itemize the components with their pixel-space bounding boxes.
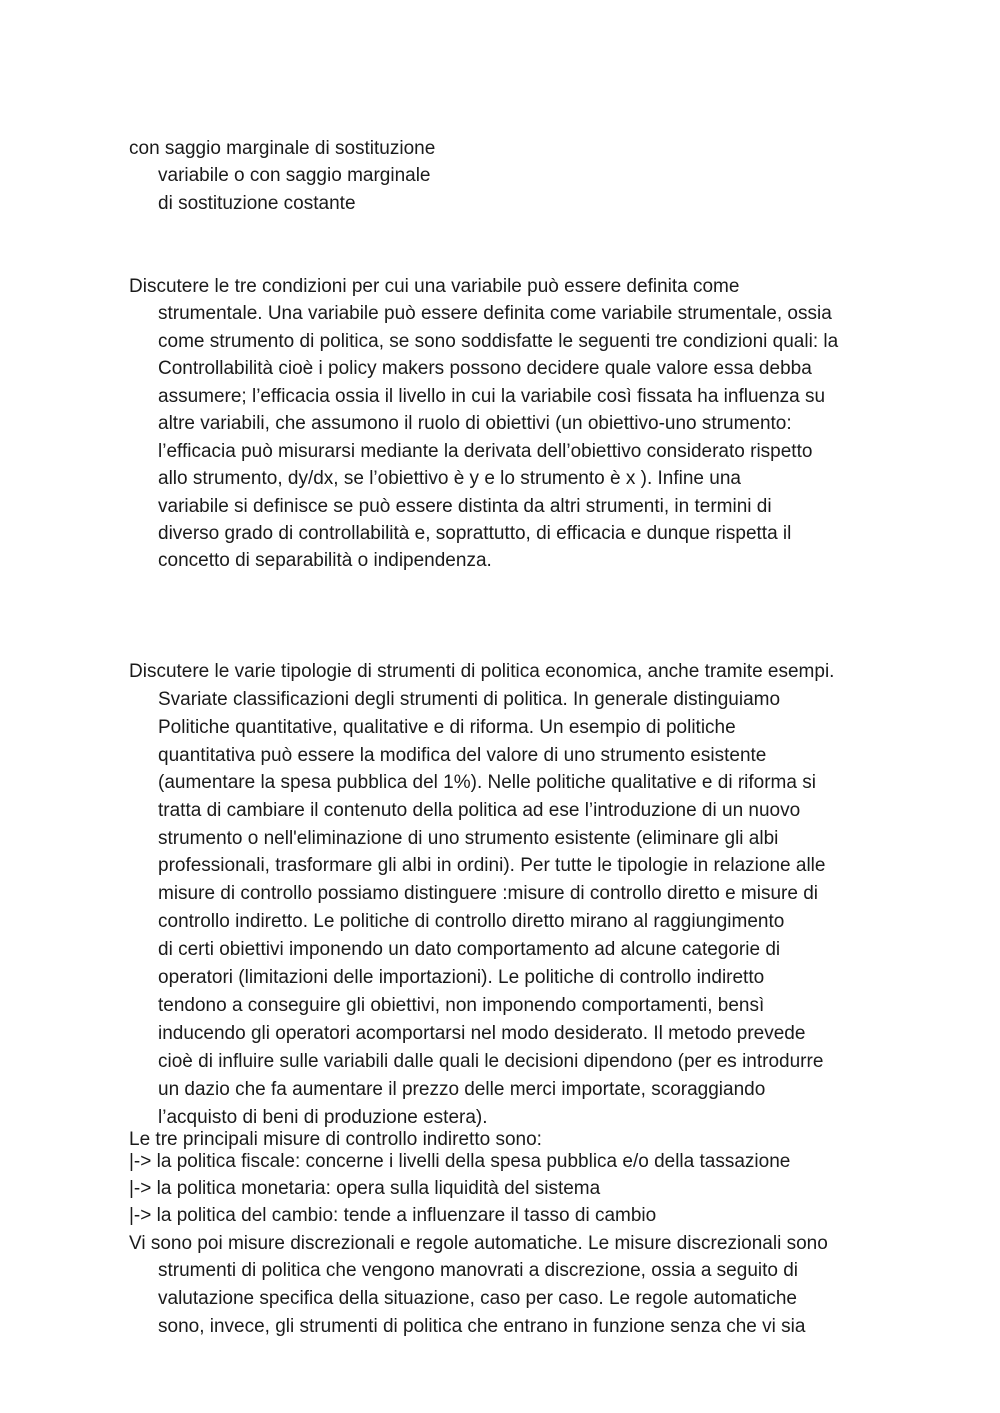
paragraph-line: professionali, trasformare gli albi in ordini). Per tutte le tipologie in relazione alle bbox=[158, 855, 826, 876]
paragraph-line: strumenti di politica che vengono manovrati a discrezione, ossia a seguito di bbox=[158, 1260, 799, 1281]
paragraph-line: di certi obiettivi imponendo un dato comportamento ad alcune categorie di bbox=[158, 939, 781, 960]
paragraph-line: un dazio che fa aumentare il prezzo delle merci importate, scoraggiando bbox=[158, 1079, 766, 1100]
paragraph-line: valutazione specifica della situazione, caso per caso. Le regole automatiche bbox=[158, 1288, 797, 1309]
paragraph-line: l’acquisto di beni di produzione estera). bbox=[158, 1107, 488, 1128]
question-1-title: Discutere le tre condizioni per cui una variabile può essere definita come bbox=[129, 276, 740, 297]
paragraph-line: tratta di cambiare il contenuto della politica ad ese l’introduzione di un nuovo bbox=[158, 800, 801, 821]
paragraph-line: concetto di separabilità o indipendenza. bbox=[158, 550, 492, 571]
paragraph-line: assumere; l’efficacia ossia il livello in cui la variabile così fissata ha influenza su bbox=[158, 386, 826, 407]
paragraph-line: inducendo gli operatori acomportarsi nel modo desiderato. Il metodo prevede bbox=[158, 1023, 806, 1044]
paragraph-line: Svariate classificazioni degli strumenti di politica. In generale distinguiamo bbox=[158, 689, 781, 710]
paragraph-line: Vi sono poi misure discrezionali e regole automatiche. Le misure discrezionali sono bbox=[129, 1233, 828, 1254]
paragraph-line: (aumentare la spesa pubblica del 1%). Nelle politiche qualitative e di riforma si bbox=[158, 772, 816, 793]
paragraph-line: diverso grado di controllabilità e, soprattutto, di efficacia e dunque rispetta il bbox=[158, 523, 792, 544]
paragraph-line: tendono a conseguire gli obiettivi, non imponendo comportamenti, bensì bbox=[158, 995, 765, 1016]
paragraph-line: operatori (limitazioni delle importazioni). Le politiche di controllo indiretto bbox=[158, 967, 765, 988]
paragraph-line: strumentale. Una variabile può essere definita come variabile strumentale, ossia bbox=[158, 303, 832, 324]
paragraph-line: come strumento di politica, se sono soddisfatte le seguenti tre condizioni quali: la bbox=[158, 331, 839, 352]
paragraph-line: sono, invece, gli strumenti di politica che entrano in funzione senza che vi sia bbox=[158, 1316, 806, 1337]
paragraph-line: l’efficacia può misurarsi mediante la derivata dell’obiettivo considerato rispetto bbox=[158, 441, 813, 462]
paragraph-line: Controllabilità cioè i policy makers possono decidere quale valore essa debba bbox=[158, 358, 812, 379]
paragraph-line: cioè di influire sulle variabili dalle quali le decisioni dipendono (per es introdurre bbox=[158, 1051, 824, 1072]
measure-item: |-> la politica fiscale: concerne i livelli della spesa pubblica e/o della tassazione bbox=[129, 1151, 791, 1172]
paragraph-line: allo strumento, dy/dx, se l’obiettivo è y e lo strumento è x ). Infine una bbox=[158, 468, 741, 489]
intro-line: di sostituzione costante bbox=[158, 193, 356, 214]
paragraph-line: altre variabili, che assumono il ruolo di obiettivi (un obiettivo-uno strumento: bbox=[158, 413, 792, 434]
intro-line: con saggio marginale di sostituzione bbox=[129, 138, 436, 159]
paragraph-line: variabile si definisce se può essere distinta da altri strumenti, in termini di bbox=[158, 496, 772, 517]
paragraph-line: strumento o nell'eliminazione di uno strumento esistente (eliminare gli albi bbox=[158, 828, 779, 849]
paragraph-line: controllo indiretto. Le politiche di controllo diretto mirano al raggiungimento bbox=[158, 911, 785, 932]
measure-item: |-> la politica monetaria: opera sulla liquidità del sistema bbox=[129, 1178, 601, 1199]
measure-item: |-> la politica del cambio: tende a influenzare il tasso di cambio bbox=[129, 1205, 657, 1226]
paragraph-line: misure di controllo possiamo distinguere :misure di controllo diretto e misure di bbox=[158, 883, 819, 904]
question-2-title: Discutere le varie tipologie di strumenti di politica economica, anche tramite esempi. bbox=[129, 661, 835, 682]
paragraph-line: Politiche quantitative, qualitative e di riforma. Un esempio di politiche bbox=[158, 717, 736, 738]
measures-heading: Le tre principali misure di controllo indiretto sono: bbox=[129, 1129, 542, 1150]
paragraph-line: quantitativa può essere la modifica del valore di uno strumento esistente bbox=[158, 745, 767, 766]
intro-line: variabile o con saggio marginale bbox=[158, 165, 431, 186]
